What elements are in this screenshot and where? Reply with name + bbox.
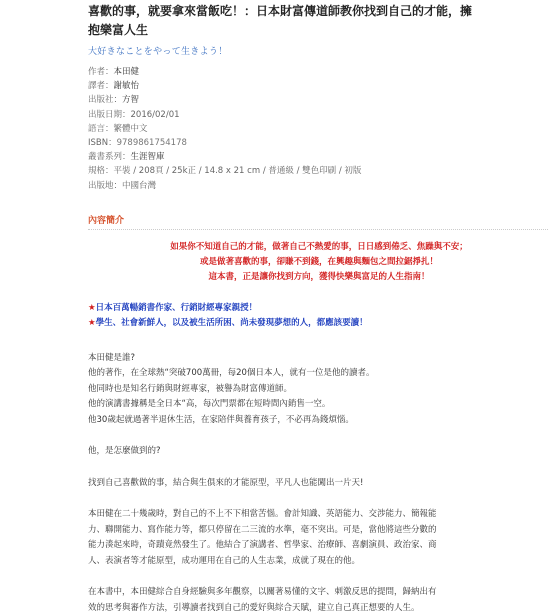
who-question: 本田健是誰? [88,352,136,363]
publisher-link[interactable]: 方智 [122,95,140,106]
star-icon: ★ [88,317,96,328]
highlight-red: 如果你不知道自己的才能，做著自己不熱愛的事，日日感到倦乏、焦躁與不安； 或是做著喜歡的事，卻賺不到錢，在興趣與麵包之間拉鋸掙扎！ 這本書，正是讓你找到方向，獲得快樂與富足的人生指南！ [170,241,468,282]
book-meta [88,65,550,193]
star-icon: ★ [88,302,96,313]
book-title [88,2,550,40]
story-paragraph: 本田健在二十幾歲時，對自己的不上不下相當苦惱。會計知識、英語能力、交涉能力、簡報能 力、聯開能力、寫作能力等，都只停留在二三流的水準，毫不突出。可是，當他將這些分數的 能力湊起來時，奇蹟竟然發生了。他結合了演講者、哲學家、治療師、喜劇演員、政治家、商 人、表演者等才能原型，成功運用在自己的人生志業，成就了現在的他。 [88,509,437,566]
blue-line-2: ★學生、社會新鮮人，以及被生活所困、尚未發現夢想的人，都應該要讀！ [88,317,368,328]
who-answer: 他的著作，在全球熱“突破700萬冊，每20個日本人，就有一位是他的讀者。 他同時也是知名行銷與財經專家，被譽為財富傳道師。 他的演講書據稱是全日本“高，每次門票都在短時間內銷售一空。 他30歲起就過著半退休生活，在家陪伴與養育孩子，不必再為錢煩惱。 [88,368,375,425]
author-link[interactable]: 本田健 [113,67,140,77]
meta-pub-date: 出版日期：2016/02/01 [88,109,180,120]
meta-spec: 規格：平裝 / 208頁 / 25k正 / 14.8 x 21 cm / 普通級 / 雙色印刷 / 初版 [88,166,362,177]
meta-series: 叢書系列：生涯智庫 [88,152,165,163]
find-line: 找到自己喜歡做的事，結合與生俱來的才能原型，平凡人也能闖出一片天! [88,477,364,488]
meta-origin: 出版地：中國台灣 [88,180,157,191]
title-line-1: 喜歡的事，就要拿來當飯吃！：日本財富傳道師教你找到自己的才能，擁 [88,4,473,18]
meta-author: 作者：本田健 [88,67,140,77]
meta-publisher: 出版社：方智 [88,95,140,106]
title-line-2: 抱樂富人生 [88,23,149,37]
meta-language: 語言：繁體中文 [88,123,148,134]
summary-paragraph: 在本書中，本田健綜合自身經驗與多年觀察，以關著易懂的文字、刺激反思的提問，歸納出有 效的思考與審作方法，引導讀者找到自己的愛好與綜合天賦，建立自己真正想要的人生。 [88,587,437,613]
highlight-blue [88,301,550,331]
blue-line-1: ★日本百萬暢銷書作家、行銷財經專家親授！ [88,302,258,313]
section-divider [88,229,548,230]
meta-isbn: ISBN：9789861754178 [88,138,187,149]
book-subtitle: 大好きなことをやって生きよう！ [88,47,228,57]
section-heading: 內容簡介 [88,215,125,226]
series-link[interactable]: 生涯智庫 [130,152,165,163]
translator-link[interactable]: 謝敏怡 [113,81,140,92]
book-detail [88,0,550,616]
how-question: 他，是怎麼做到的? [88,446,161,457]
meta-translator: 譯者：謝敏怡 [88,81,140,92]
